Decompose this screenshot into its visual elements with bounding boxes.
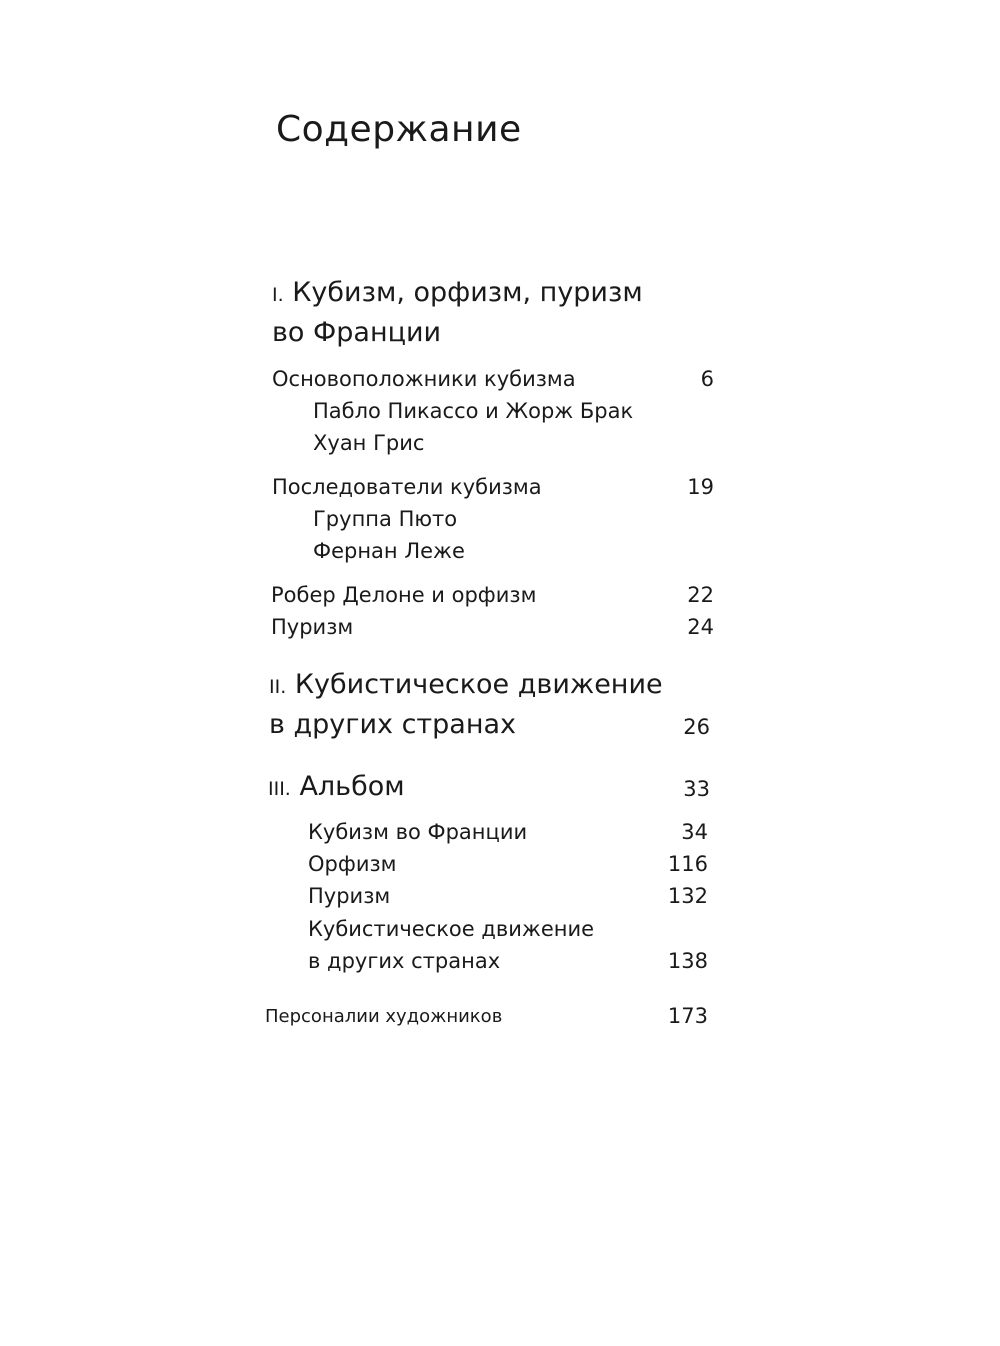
toc-sub-gris[interactable]: Хуан Грис [313, 431, 425, 455]
part-3-numeral: III. [268, 778, 291, 800]
toc-sub-picasso-braque[interactable]: Пабло Пикассо и Жорж Брак [313, 399, 634, 423]
part-1-heading[interactable] [272, 275, 643, 313]
toc-sub-leger[interactable]: Фернан Леже [313, 539, 465, 563]
part-2-title-line2: в других странах [269, 709, 517, 740]
toc-album-cubism-france[interactable]: Кубизм во Франции [308, 820, 528, 844]
toc-album-orphism[interactable]: Орфизм [308, 852, 397, 876]
part-2-numeral: II. [269, 676, 287, 698]
toc-page-album-purism: 132 [667, 884, 708, 908]
toc-entry-artists-bios[interactable]: Персоналии художников [265, 1006, 503, 1027]
toc-page-purism: 24 [687, 615, 714, 639]
toc-entry-purism[interactable]: Пуризм [271, 615, 354, 639]
toc-album-purism[interactable]: Пуризм [308, 884, 391, 908]
toc-page-part-3: 33 [683, 777, 710, 801]
toc-page-delaunay: 22 [687, 583, 714, 607]
part-1-title-line1: Кубизм, орфизм, пуризм [292, 277, 643, 308]
toc-page-part-2: 26 [683, 715, 710, 739]
toc-page-album-other-countries: 138 [667, 949, 708, 973]
toc-entry-followers[interactable]: Последователи кубизма [272, 475, 542, 499]
toc-page-album-orphism: 116 [667, 852, 708, 876]
toc-page-album-cubism-france: 34 [681, 820, 708, 844]
part-1-title-line2: во Франции [272, 317, 442, 348]
toc-page-founders: 6 [700, 367, 714, 391]
part-3-heading[interactable] [268, 769, 405, 807]
part-2-title-line1: Кубистическое движение [294, 669, 663, 700]
toc-entry-delaunay[interactable]: Робер Делоне и орфизм [271, 583, 537, 607]
toc-entry-founders[interactable]: Основоположники кубизма [272, 367, 576, 391]
part-3-title-line1: Альбом [299, 771, 405, 802]
page-title: Содержание [276, 109, 522, 150]
toc-sub-puteaux[interactable]: Группа Пюто [313, 507, 458, 531]
toc-album-other-countries-line1[interactable]: Кубистическое движение [308, 917, 595, 941]
part-2-heading[interactable] [269, 667, 663, 705]
toc-album-other-countries-line2[interactable]: в других странах [308, 949, 501, 973]
part-1-numeral: I. [272, 284, 284, 306]
toc-page-followers: 19 [687, 475, 714, 499]
toc-page-artists-bios: 173 [667, 1004, 708, 1028]
